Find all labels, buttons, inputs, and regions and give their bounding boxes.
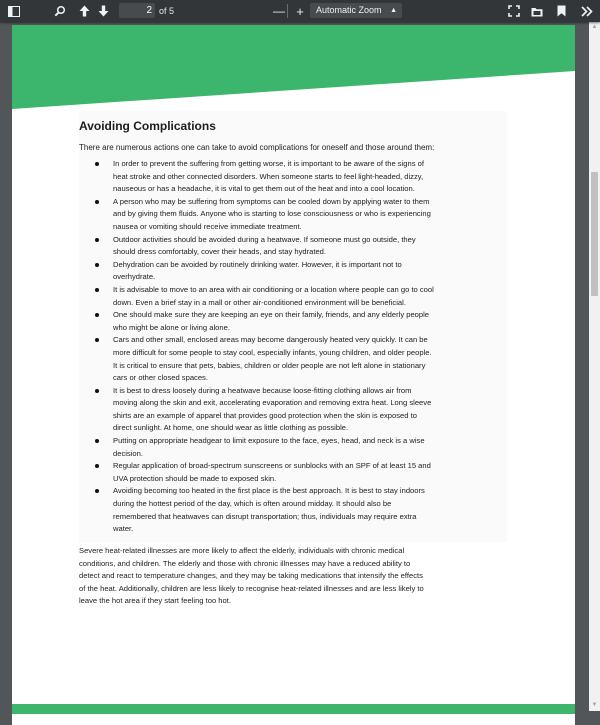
bullet-list [79, 158, 507, 536]
scroll-thumb[interactable] [591, 172, 598, 296]
presentation-mode-icon[interactable] [506, 3, 522, 19]
toolbar-divider [287, 4, 288, 18]
bullet-dot-icon [95, 313, 99, 317]
bullet-line: water. [113, 524, 134, 534]
sidebar-toggle-icon[interactable] [6, 3, 22, 19]
bullet-line: It is critical to ensure that pets, babies, children or older people are not left alone in stationary [113, 360, 426, 370]
page-count-label: of 5 [159, 6, 175, 16]
bullet-line: Cars and other small, enclosed areas may become dangerously heated very quickly. It can be [113, 335, 428, 345]
intro-paragraph: There are numerous actions one can take to avoid complications for oneself and those around them: [79, 143, 435, 152]
bullet-line: A person who may be suffering from symptoms can be cooled down by applying water to them [113, 196, 430, 206]
scroll-down-icon[interactable]: ▼ [591, 702, 598, 708]
bullet-line: more difficult for some people to stay cool, especially infants, young children, and older people. [113, 347, 432, 357]
bullet-line: It is advisable to move to an area with air conditioning or a location where people can go to cool [113, 284, 434, 294]
bullet-line: during the hottest period of the day, which is often around midday. It should also be [113, 499, 392, 509]
bullet-line: who might be alone or living alone. [113, 322, 230, 332]
bullet-item [113, 284, 507, 309]
search-icon[interactable] [52, 3, 68, 19]
previous-page-icon[interactable] [76, 3, 92, 19]
next-page-icon[interactable] [95, 3, 111, 19]
closing-paragraph [79, 545, 509, 608]
header-band [12, 25, 575, 109]
footer-band [12, 704, 575, 714]
bullet-dot-icon [95, 162, 99, 166]
open-file-icon[interactable] [529, 3, 545, 19]
bullet-line: should dress comfortably, cover their heads, and stay hydrated. [113, 247, 327, 257]
bullet-line: decision. [113, 448, 143, 458]
bullet-dot-icon [95, 263, 99, 267]
document-page [12, 25, 575, 725]
zoom-caret-icon: ▲ [390, 7, 397, 14]
bullet-item [113, 485, 507, 535]
bullet-line: Outdoor activities should be avoided during a heatwave. If someone must go outside, they [113, 234, 416, 244]
bullet-item [113, 385, 507, 435]
bullet-item [113, 435, 507, 460]
page-number-input[interactable]: 2 [119, 3, 155, 18]
bullet-dot-icon [95, 238, 99, 242]
closing-line: of the heat. Additionally, children are less likely to recognise heat-related illnesses and are less likely to [79, 583, 424, 593]
bullet-item [113, 309, 507, 334]
pdf-toolbar [0, 0, 600, 22]
bullet-item [113, 259, 507, 284]
bullet-line: down. Even a brief stay in a mall or other air-conditioned environment will be beneficial. [113, 297, 406, 307]
bullet-line: Avoiding becoming too heated in the first place is the best approach. It is best to stay indoors [113, 486, 425, 496]
bullet-dot-icon [95, 288, 99, 292]
bullet-line: direct sunlight. At home, one should wear as little clothing as possible. [113, 423, 349, 433]
bookmark-icon[interactable] [553, 3, 569, 19]
closing-line: conditions, and children. The elderly and those with chronic illnesses may have a reduced ability to [79, 558, 411, 568]
bullet-line: nausea or vomiting should receive immediate treatment. [113, 221, 302, 231]
bullet-dot-icon [95, 439, 99, 443]
bullet-dot-icon [95, 489, 99, 493]
content-block [79, 111, 507, 542]
bullet-dot-icon [95, 338, 99, 342]
bullet-line: heat stroke and other connected disorders. When someone starts to feel light-headed, dizzy, [113, 171, 424, 181]
bullet-line: Putting on appropriate headgear to limit exposure to the face, eyes, head, and neck is a wise [113, 436, 425, 446]
bullet-item [113, 334, 507, 384]
bullet-dot-icon [95, 200, 99, 204]
bullet-line: remembered that heatwaves can disrupt transportation; thus, individuals may require extra [113, 511, 417, 521]
closing-line: detect and react to temperature changes, and they may be taking medications that intensify the effects [79, 571, 423, 581]
bullet-line: One should make sure they are keeping an eye on their family, friends, and any elderly people [113, 310, 430, 320]
section-title: Avoiding Complications [79, 119, 216, 133]
bullet-line: and by giving them fluids. Anyone who is starting to lose consciousness or who is experiencing [113, 209, 431, 219]
bullet-dot-icon [95, 389, 99, 393]
bullet-line: moving along the skin and exit, accelerating evaporation and removing extra heat. Long sleeve [113, 398, 432, 408]
bullet-item [113, 158, 507, 196]
bullet-item [113, 234, 507, 259]
bullet-line: In order to prevent the suffering from getting worse, it is important to be aware of the signs of [113, 159, 424, 168]
bullet-line: It is best to dress loosely during a heatwave because loose-fitting clothing allows air from [113, 385, 412, 395]
zoom-value: Automatic Zoom [316, 5, 382, 15]
bullet-line: shirts are an example of apparel that provides good protection when the skin is exposed to [113, 410, 417, 420]
bullet-line: UVA protection should be made to exposed skin. [113, 473, 277, 483]
bullet-line: Dehydration can be avoided by routinely drinking water. However, it is important not to [113, 259, 402, 269]
tools-icon[interactable] [579, 3, 595, 19]
bullet-line: Regular application of broad-spectrum sunscreens or sunblocks with an SPF of at least 15 and [113, 461, 431, 471]
zoom-out-icon[interactable]: — [273, 4, 285, 18]
vertical-scrollbar[interactable] [589, 22, 600, 711]
zoom-select[interactable] [310, 3, 402, 18]
bullet-item [113, 196, 507, 234]
bullet-dot-icon [95, 464, 99, 468]
bullet-line: overhydrate. [113, 272, 156, 282]
bullet-line: cars or other closed spaces. [113, 373, 208, 383]
zoom-in-icon[interactable]: + [296, 3, 304, 19]
bullet-item [113, 460, 507, 485]
bullet-line: nauseous or has a headache, it is vital to get them out of the heat and into a cool location. [113, 184, 415, 194]
scroll-up-icon[interactable]: ▲ [591, 24, 598, 30]
closing-line: leave the hot area if they start feeling too hot. [79, 596, 231, 606]
closing-line: Severe heat-related illnesses are more likely to affect the elderly, individuals with chronic medical [79, 546, 405, 555]
